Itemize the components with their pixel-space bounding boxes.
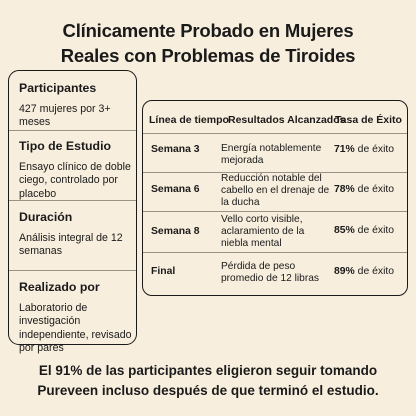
study-details-card — [8, 70, 137, 355]
duration-text: Análisis integral de 12 semanas — [19, 232, 123, 258]
rate-suffix: de éxito — [354, 144, 395, 155]
row-result: Reducción notable del cabello en el drenaje de la ducha — [221, 173, 330, 209]
row-rate — [334, 225, 394, 236]
rate-value: 78% — [334, 184, 355, 195]
header-timeline: Línea de tiempo — [149, 114, 229, 126]
row-result: Vello corto visible, aclaramiento de la niebla mental — [221, 214, 305, 250]
section-divider — [9, 200, 136, 201]
header-rate: Tasa de Éxito — [335, 114, 402, 126]
page-title — [0, 18, 416, 68]
row-stage: Semana 8 — [151, 226, 200, 237]
participants-heading: Participantes — [19, 81, 97, 95]
study-type-section — [19, 139, 135, 201]
rate-suffix: de éxito — [354, 184, 395, 195]
rate-value: 89% — [334, 266, 355, 277]
conducted-by-text: Laboratorio de investigación independiente, revisado por pares — [19, 302, 132, 355]
duration-heading: Duración — [19, 210, 73, 224]
participants-text: 427 mujeres por 3+ meses — [19, 103, 111, 129]
footer-statement — [0, 361, 416, 401]
row-stage: Semana 6 — [151, 184, 200, 195]
duration-section — [19, 210, 135, 259]
title-line-1: Clínicamente Probado en Mujeres — [62, 20, 354, 41]
footer-line-1: El 91% de las participantes eligieron seguir tomando — [38, 363, 378, 378]
study-type-text: Ensayo clínico de doble ciego, controlado por placebo — [19, 161, 131, 200]
section-divider — [9, 130, 136, 131]
conducted-by-section — [19, 280, 135, 356]
rate-value: 85% — [334, 225, 355, 236]
row-divider — [143, 252, 407, 253]
results-table — [142, 100, 408, 296]
rate-value: 71% — [334, 144, 355, 155]
footer-line-2: Pureveen incluso después de que terminó el estudio. — [37, 383, 379, 398]
row-result: Energía notablemente mejorada — [221, 143, 322, 167]
row-stage: Final — [151, 266, 176, 277]
participants-section — [19, 81, 135, 130]
row-rate — [334, 184, 394, 195]
rate-suffix: de éxito — [354, 225, 395, 236]
row-divider — [143, 211, 407, 212]
conducted-by-heading: Realizado por — [19, 280, 100, 294]
section-divider — [9, 270, 136, 271]
header-divider — [143, 133, 407, 134]
row-rate — [334, 144, 394, 155]
row-stage: Semana 3 — [151, 144, 200, 155]
rate-suffix: de éxito — [354, 266, 395, 277]
row-rate — [334, 266, 394, 277]
study-type-heading: Tipo de Estudio — [19, 139, 111, 153]
header-results: Resultados Alcanzados — [228, 114, 346, 126]
row-result: Pérdida de peso promedio de 12 libras — [221, 261, 319, 285]
title-line-2: Reales con Problemas de Tiroides — [60, 45, 356, 66]
